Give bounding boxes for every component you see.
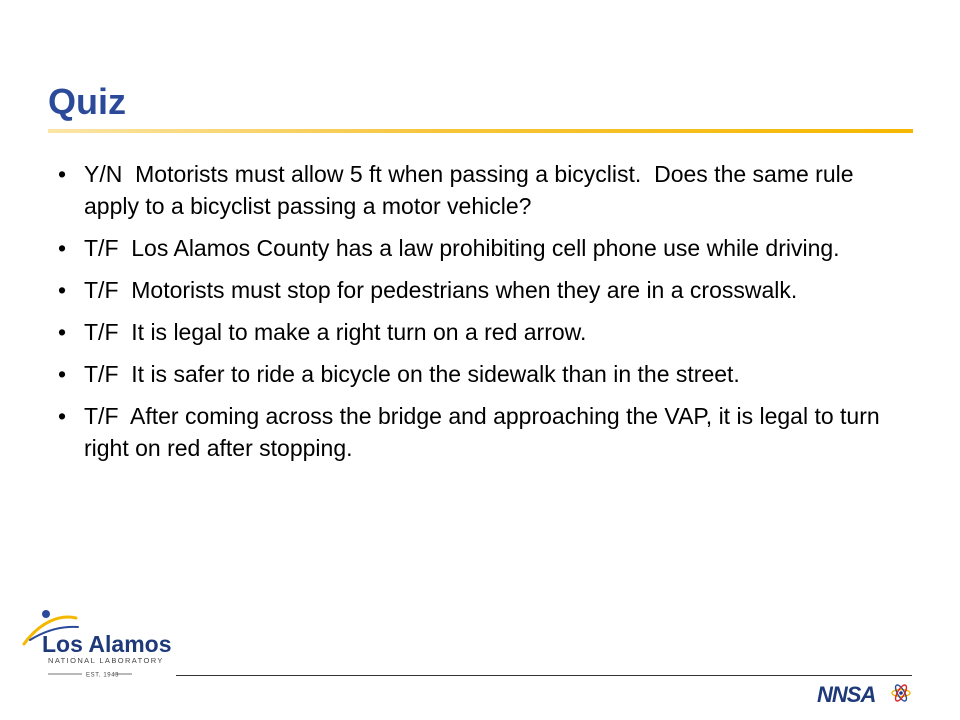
bullet-text: Y/N Motorists must allow 5 ft when passing a bicyclist. Does the same rule apply to a bicyclist passing a motor vehicle? (84, 161, 860, 219)
bullet-item (58, 274, 888, 306)
bullet-item (58, 400, 888, 464)
footer-divider (176, 675, 912, 676)
bullet-text: T/F It is legal to make a right turn on a red arrow. (84, 319, 587, 345)
slide-title: Quiz (48, 81, 126, 122)
bullet-text: T/F It is safer to ride a bicycle on the sidewalk than in the street. (84, 361, 740, 387)
nnsa-logo (815, 678, 915, 708)
bullet-dot: • (58, 161, 67, 187)
bullet-text: T/F Motorists must stop for pedestrians when they are in a crosswalk. (84, 277, 798, 303)
bullet-text: T/F Los Alamos County has a law prohibiting cell phone use while driving. (84, 235, 840, 261)
los-alamos-logo (20, 600, 180, 680)
title-underline (48, 129, 913, 133)
nnsa-text: NNSA (817, 682, 876, 707)
bullet-dot: • (58, 277, 67, 303)
logo-est: EST. 1943 (86, 672, 120, 679)
bullet-item (58, 316, 888, 348)
bullet-text: T/F After coming across the bridge and approaching the VAP, it is legal to turn right on red after stopping. (84, 403, 887, 461)
bullet-dot: • (58, 235, 67, 261)
bullet-dot: • (58, 319, 67, 345)
bullet-dot: • (58, 403, 67, 429)
bullet-item (58, 232, 888, 264)
logo-line1: Los Alamos (42, 631, 172, 657)
bullet-dot: • (58, 361, 67, 387)
bullet-list (58, 158, 888, 474)
bullet-item (58, 158, 888, 222)
bullet-item (58, 358, 888, 390)
nnsa-atom-icon (892, 683, 910, 702)
logo-line2: NATIONAL LABORATORY (48, 656, 164, 665)
